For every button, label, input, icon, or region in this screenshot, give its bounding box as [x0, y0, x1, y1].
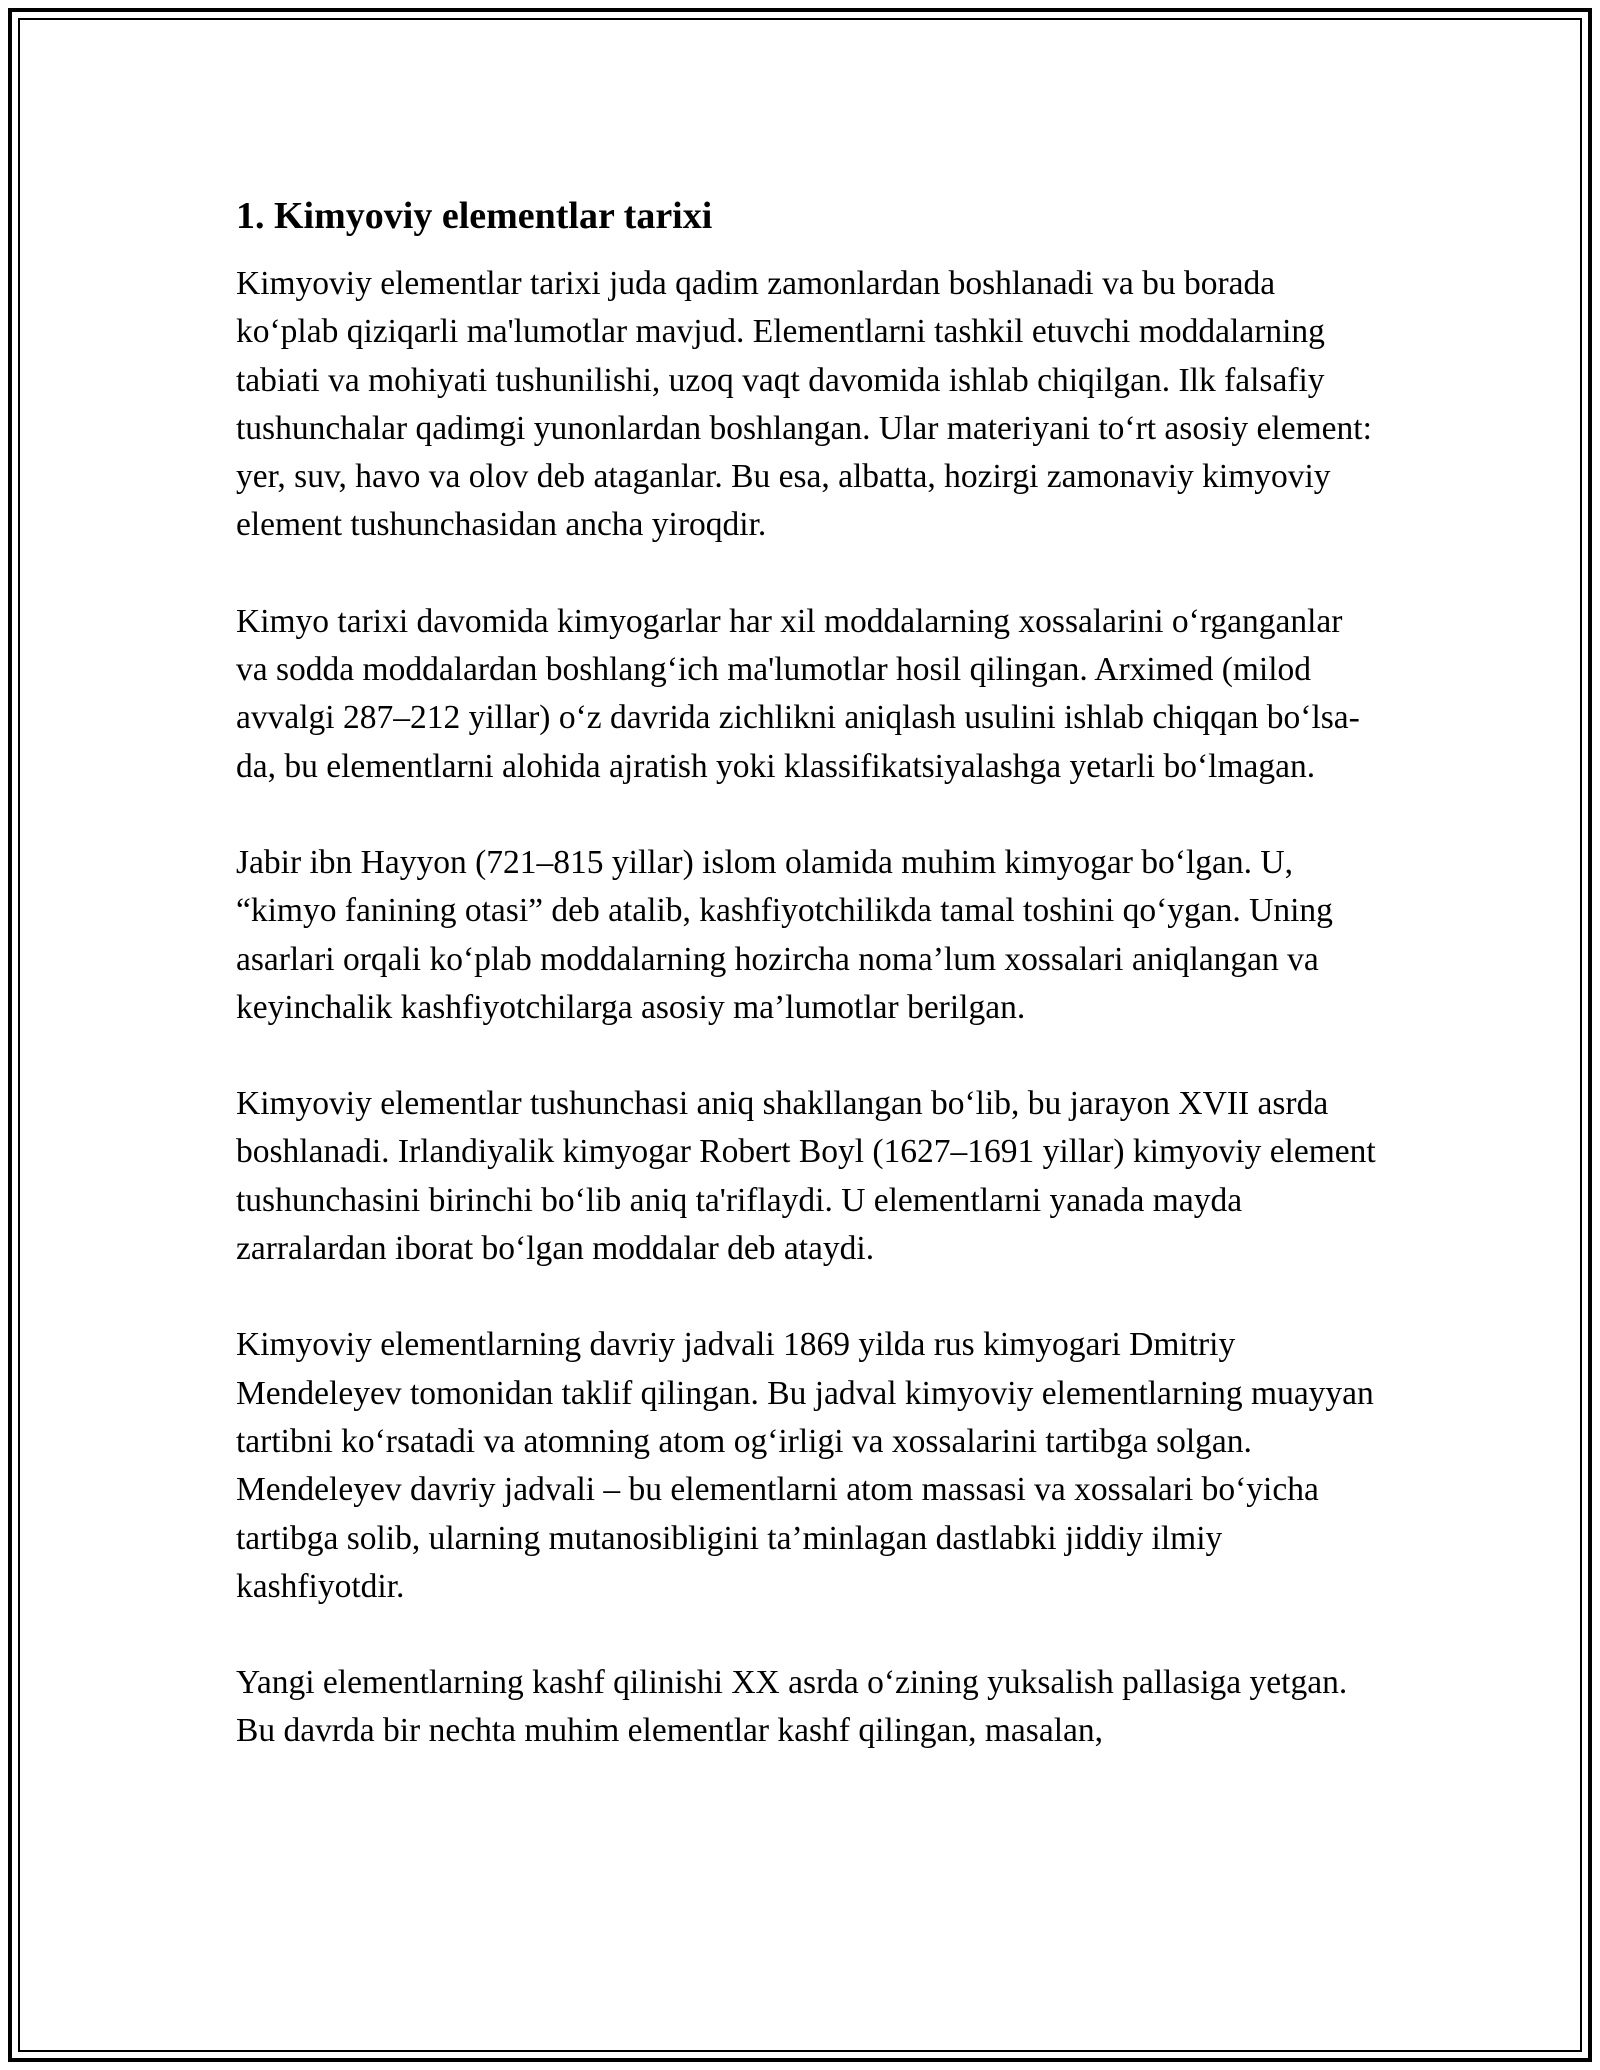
paragraph-2: Kimyo tarixi davomida kimyogarlar har xil moddalarning xossalarini o‘rganganlar va sodda moddalardan boshlang‘ich ma'lumotlar hosil qilingan. Arximed (milod avvalgi 287–212 yillar) o‘z davrida zichlikni aniqlash usulini ishlab chiqqan bo‘lsa-da, bu elementlarni alohida ajratish yoki klassifikatsiyalashga yetarli bo‘lmagan.: [236, 602, 1360, 785]
paragraph-1: Kimyoviy elementlar tarixi juda qadim zamonlardan boshlanadi va bu borada ko‘plab qiziqarli ma'lumotlar mavjud. Elementlarni tashkil etuvchi moddalarning tabiati va mohiyati tushunilishi, uzoq vaqt davomida ishlab chiqilgan. Ilk falsafiy tushunchalar qadimgi yunonlardan boshlangan. Ular materiyani to‘rt asosiy element: yer, suv, havo va olov deb ataganlar. Bu esa, albatta, hozirgi zamonaviy kimyoviy element tushunchasidan ancha yiroqdir.: [236, 265, 1372, 544]
paragraph-4: Kimyoviy elementlar tushunchasi aniq shakllangan bo‘lib, bu jarayon XVII asrda boshlanadi. Irlandiyalik kimyogar Robert Boyl (1627–1691 yillar) kimyoviy element tushunchasini birinchi bo‘lib aniq ta'riflaydi. U elementlarni yanada mayda zarralardan iborat bo‘lgan moddalar deb ataydi.: [236, 1085, 1376, 1268]
paragraph-5: Kimyoviy elementlarning davriy jadvali 1869 yilda rus kimyogari Dmitriy Mendeleyev tomonidan taklif qilingan. Bu jadval kimyoviy elementlarning muayyan tartibni ko‘rsatadi va atomning atom og‘irligi va xossalarini tartibga solgan. Mendeleyev davriy jadvali – bu elementlarni atom massasi va xossalari bo‘yicha tartibga solib, ularning mutanosibligini ta’minlagan dastlabki jiddiy ilmiy kashfiyotdir.: [236, 1326, 1374, 1605]
paragraph-6: Yangi elementlarning kashf qilinishi XX asrda o‘zining yuksalish pallasiga yetgan. Bu davrda bir nechta muhim elementlar kashf qilingan, masalan,: [236, 1664, 1348, 1750]
section-title: 1. Kimyoviy elementlar tarixi: [236, 195, 713, 237]
document-body: [236, 192, 1376, 1804]
paragraph-3: Jabir ibn Hayyon (721–815 yillar) islom olamida muhim kimyogar bo‘lgan. U, “kimyo fanining otasi” deb atalib, kashfiyotchilikda tamal toshini qo‘ygan. Uning asarlari orqali ko‘plab moddalarning hozircha noma’lum xossalari aniqlangan va keyinchalik kashfiyotchilarga asosiy ma’lumotlar berilgan.: [236, 843, 1333, 1026]
